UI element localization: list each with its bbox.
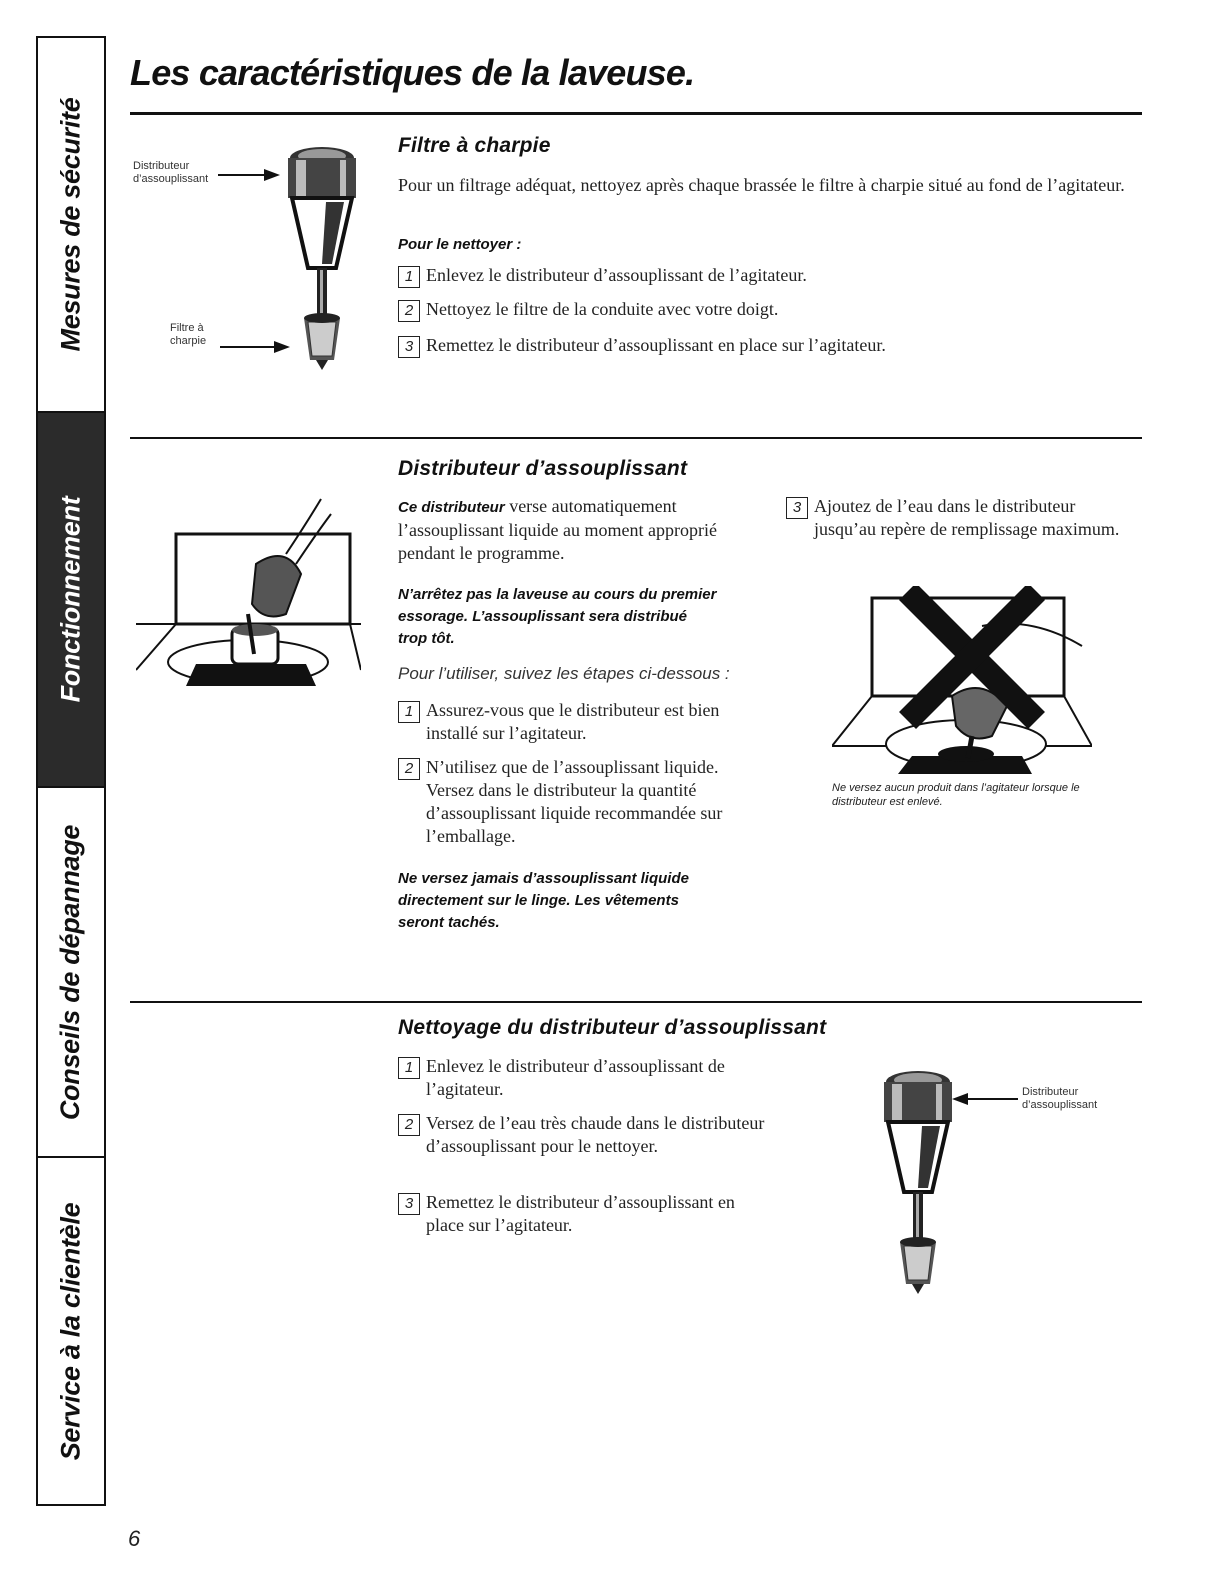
- divider: [130, 112, 1142, 115]
- list-item: [398, 756, 768, 848]
- step-text: Enlevez le distributeur d’assouplissant de l’agitateur.: [426, 265, 807, 285]
- step-number: 2: [398, 758, 420, 780]
- dispenser-label: Distributeur d’assouplissant: [133, 160, 209, 185]
- section-tab-bar: [36, 36, 106, 1506]
- step-text: Assurez-vous que le distributeur est bien installé sur l’agitateur.: [426, 700, 720, 743]
- step-text: N’utilisez que de l’assouplissant liquide. Versez dans le distributeur la quantité d’assouplissant liquide recommandée sur l’emballage.: [426, 757, 723, 846]
- step-number: 2: [398, 1114, 420, 1136]
- dispenser-filter-illustration: [270, 138, 380, 373]
- step-text: Enlevez le distributeur d’assouplissant de l’agitateur.: [426, 1056, 725, 1099]
- dispenser-heading: Distributeur d’assouplissant: [398, 457, 688, 480]
- tab-troubleshooting[interactable]: [38, 788, 104, 1158]
- step-text: Remettez le distributeur d’assouplissant en place sur l’agitateur.: [426, 1192, 735, 1235]
- do-not-pour-illustration: [832, 586, 1092, 774]
- step-text: Remettez le distributeur d’assouplissant en place sur l’agitateur.: [426, 335, 886, 355]
- step-number: 3: [398, 1193, 420, 1215]
- pouring-softener-illustration: [136, 494, 361, 686]
- list-item: [398, 334, 1098, 357]
- dispenser-label: Distributeur d’assouplissant: [1022, 1086, 1098, 1111]
- list-item: [398, 298, 1098, 321]
- step-number: 3: [398, 336, 420, 358]
- step-text: Nettoyez le filtre de la conduite avec votre doigt.: [426, 299, 779, 319]
- step-number: 1: [398, 701, 420, 723]
- step-text: Ajoutez de l’eau dans le distributeur jusqu’au repère de remplissage maximum.: [814, 496, 1120, 539]
- cleaning-subheading: Pour le nettoyer :: [398, 236, 522, 253]
- divider: [130, 437, 1142, 439]
- divider: [130, 1001, 1142, 1003]
- tab-troubleshooting-label: Conseils de dépannage: [55, 824, 86, 1120]
- tab-safety[interactable]: [38, 38, 104, 413]
- dispenser-intro-text: verse automatiquement l’assouplissant liquide au moment approprié pendant le programme.: [398, 496, 717, 563]
- tab-operation[interactable]: [38, 413, 104, 788]
- step-number: 3: [786, 497, 808, 519]
- step-text: Versez de l’eau très chaude dans le distributeur d’assouplissant pour le nettoyer.: [426, 1113, 765, 1156]
- figure-caption: Ne versez aucun produit dans l’agitateur lorsque le distributeur est enlevé.: [832, 782, 1080, 808]
- page-title: Les caractéristiques de la laveuse.: [130, 52, 695, 93]
- tab-safety-label: Mesures de sécurité: [55, 97, 86, 352]
- dispenser-intro-bold: Ce distributeur: [398, 499, 505, 516]
- lint-filter-heading: Filtre à charpie: [398, 134, 551, 157]
- tab-operation-label: Fonctionnement: [55, 496, 86, 703]
- list-item: [786, 495, 1126, 541]
- filter-label: Filtre à charpie: [170, 322, 207, 347]
- tab-customer-service[interactable]: [38, 1158, 104, 1504]
- step-number: 1: [398, 266, 420, 288]
- usage-intro: Pour l’utiliser, suivez les étapes ci-dessous :: [398, 664, 730, 683]
- warning-text: N’arrêtez pas la laveuse au cours du premier essorage. L’assouplissant sera distribué trop tôt.: [398, 586, 717, 647]
- dispenser-intro: [398, 495, 738, 565]
- tab-customer-service-label: Service à la clientèle: [55, 1202, 86, 1460]
- list-item: [398, 1055, 768, 1101]
- cleaning-heading: Nettoyage du distributeur d’assouplissant: [398, 1016, 827, 1039]
- list-item: [398, 264, 1098, 287]
- list-item: [398, 1191, 768, 1237]
- arrow-icon: [952, 1092, 1018, 1106]
- page-number: 6: [128, 1526, 141, 1551]
- list-item: [398, 699, 768, 745]
- lint-filter-intro: Pour un filtrage adéquat, nettoyez après chaque brassée le filtre à charpie situé au fond de l’agitateur.: [398, 175, 1125, 195]
- step-number: 2: [398, 300, 420, 322]
- step-number: 1: [398, 1057, 420, 1079]
- arrow-icon: [220, 340, 290, 354]
- warning-text: Ne versez jamais d’assouplissant liquide directement sur le linge. Les vêtements seront tachés.: [398, 870, 689, 931]
- list-item: [398, 1112, 768, 1158]
